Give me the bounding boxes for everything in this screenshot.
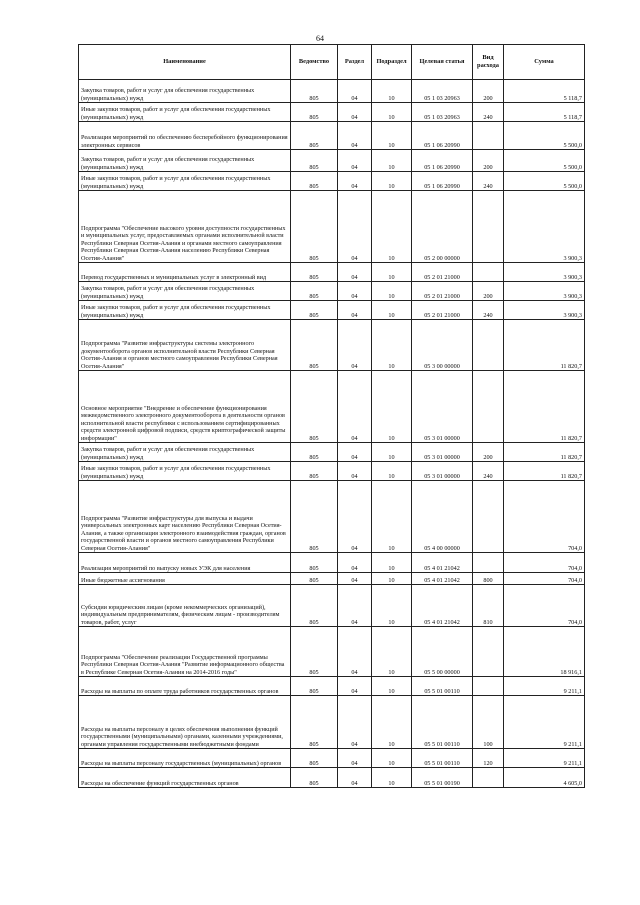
- col-header-vid: Вид расхода: [473, 45, 504, 80]
- row-summa: 3 900,3: [504, 301, 585, 320]
- budget-table: [78, 44, 585, 788]
- table-row: [79, 301, 585, 320]
- row-summa: 704,0: [504, 585, 585, 627]
- row-summa: 5 500,0: [504, 150, 585, 172]
- row-vid: [473, 677, 504, 696]
- row-name: Закупка товаров, работ и услуг для обеспечения государственных (муниципальных) нужд: [79, 282, 291, 301]
- row-summa: 9 211,1: [504, 677, 585, 696]
- row-razdel: 04: [338, 301, 372, 320]
- table-header-row: [79, 45, 585, 80]
- row-razdel: 04: [338, 585, 372, 627]
- col-header-podrazdel: Подраздел: [372, 45, 412, 80]
- row-razdel: 04: [338, 749, 372, 768]
- row-vid: 100: [473, 696, 504, 749]
- row-razdel: 04: [338, 371, 372, 443]
- row-vid: [473, 627, 504, 677]
- row-podrazdel: 10: [372, 553, 412, 573]
- row-name: Подпрограмма "Развитие инфраструктуры системы электронного документооборота органов исполнительной власти Республики Северная Осетия-Алания и органов местного самоуправления Республики Северная Осетия-Алания": [79, 320, 291, 371]
- row-razdel: 04: [338, 573, 372, 585]
- row-vid: 810: [473, 585, 504, 627]
- col-header-name: Наименование: [79, 45, 291, 80]
- row-podrazdel: 10: [372, 122, 412, 150]
- table-row: [79, 172, 585, 191]
- row-celevaya: 05 1 06 20990: [412, 150, 473, 172]
- table-row: [79, 696, 585, 749]
- row-celevaya: 05 5 01 00110: [412, 696, 473, 749]
- row-name: Субсидии юридическим лицам (кроме некоммерческих организаций), индивидуальным предпринимателям, физическим лицам - производителям товаров, работ, услуг: [79, 585, 291, 627]
- col-header-celevaya: Целевая статья: [412, 45, 473, 80]
- row-vedomstvo: 805: [291, 677, 338, 696]
- row-name: Подпрограмма "Развитие инфраструктуры для выпуска и выдачи универсальных электронных карт населению Республики Северная Осетия-Алания, а также организация электронного взаимодействия граждан, органов государственной власти и органов местного самоуправления Республики Северная Осетия-Алания": [79, 481, 291, 553]
- row-celevaya: 05 5 01 00190: [412, 768, 473, 788]
- row-podrazdel: 10: [372, 696, 412, 749]
- table-row: [79, 150, 585, 172]
- row-vedomstvo: 805: [291, 80, 338, 103]
- row-summa: 5 118,7: [504, 103, 585, 122]
- row-name: Иные бюджетные ассигнования: [79, 573, 291, 585]
- row-vid: 240: [473, 103, 504, 122]
- row-celevaya: 05 1 06 20990: [412, 122, 473, 150]
- table-row: [79, 320, 585, 371]
- row-vid: 200: [473, 282, 504, 301]
- table-row: [79, 481, 585, 553]
- row-vid: [473, 263, 504, 282]
- row-vedomstvo: 805: [291, 443, 338, 462]
- row-podrazdel: 10: [372, 263, 412, 282]
- table-row: [79, 677, 585, 696]
- row-razdel: 04: [338, 103, 372, 122]
- row-name: Основное мероприятие "Внедрение и обеспечение функционирования межведомственного электронного документооборота в деятельности органов исполнительной власти республики с использованием сертифицированных средств электронной цифровой подписи, средств криптографической защиты информации": [79, 371, 291, 443]
- row-name: Иные закупки товаров, работ и услуг для обеспечения государственных (муниципальных) нужд: [79, 301, 291, 320]
- row-vedomstvo: 805: [291, 301, 338, 320]
- row-summa: 3 900,3: [504, 263, 585, 282]
- row-vedomstvo: 805: [291, 191, 338, 263]
- table-row: [79, 282, 585, 301]
- row-vid: [473, 553, 504, 573]
- row-vedomstvo: 805: [291, 122, 338, 150]
- row-name: Перевод государственных и муниципальных услуг в электронный вид: [79, 263, 291, 282]
- row-vedomstvo: 805: [291, 585, 338, 627]
- row-vedomstvo: 805: [291, 263, 338, 282]
- row-razdel: 04: [338, 150, 372, 172]
- row-celevaya: 05 3 01 00000: [412, 462, 473, 481]
- row-podrazdel: 10: [372, 677, 412, 696]
- row-celevaya: 05 4 01 21042: [412, 573, 473, 585]
- row-name: Закупка товаров, работ и услуг для обеспечения государственных (муниципальных) нужд: [79, 443, 291, 462]
- row-vid: 240: [473, 462, 504, 481]
- row-celevaya: 05 2 01 21000: [412, 301, 473, 320]
- row-vid: 120: [473, 749, 504, 768]
- row-celevaya: 05 3 01 00000: [412, 443, 473, 462]
- row-podrazdel: 10: [372, 627, 412, 677]
- row-vedomstvo: 805: [291, 573, 338, 585]
- row-vid: [473, 768, 504, 788]
- row-podrazdel: 10: [372, 80, 412, 103]
- row-summa: 5 500,0: [504, 172, 585, 191]
- row-name: Подпрограмма "Обеспечение реализации Государственной программы Республики Северная Осетия-Алания "Развитие информационного общества в Республике Северная Осетия-Алания на 2014-2016 годы": [79, 627, 291, 677]
- row-vid: 240: [473, 301, 504, 320]
- row-podrazdel: 10: [372, 749, 412, 768]
- row-celevaya: 05 4 01 21042: [412, 553, 473, 573]
- row-podrazdel: 10: [372, 573, 412, 585]
- table-row: [79, 80, 585, 103]
- table-row: [79, 749, 585, 768]
- row-vedomstvo: 805: [291, 553, 338, 573]
- row-podrazdel: 10: [372, 150, 412, 172]
- row-razdel: 04: [338, 263, 372, 282]
- row-vedomstvo: 805: [291, 696, 338, 749]
- row-razdel: 04: [338, 677, 372, 696]
- row-celevaya: 05 2 00 00000: [412, 191, 473, 263]
- row-name: Расходы на выплаты персоналу государственных (муниципальных) органов: [79, 749, 291, 768]
- row-razdel: 04: [338, 462, 372, 481]
- table-row: [79, 371, 585, 443]
- row-celevaya: 05 3 00 00000: [412, 320, 473, 371]
- row-vedomstvo: 805: [291, 481, 338, 553]
- table-row: [79, 768, 585, 788]
- row-name: Подпрограмма "Обеспечение высокого уровня доступности государственных и муниципальных услуг, предоставляемых органами исполнительной власти Республики Северная Осетия-Алания и органами местного самоуправления Республики Северная Осетия-Алания населению Республики Северная Осетия-Алания": [79, 191, 291, 263]
- row-celevaya: 05 1 03 20963: [412, 80, 473, 103]
- row-podrazdel: 10: [372, 481, 412, 553]
- row-vedomstvo: 805: [291, 462, 338, 481]
- row-vedomstvo: 805: [291, 103, 338, 122]
- row-celevaya: 05 4 00 00000: [412, 481, 473, 553]
- row-vedomstvo: 805: [291, 371, 338, 443]
- row-celevaya: 05 2 01 21000: [412, 263, 473, 282]
- row-vid: 200: [473, 150, 504, 172]
- table-row: [79, 443, 585, 462]
- table-row: [79, 122, 585, 150]
- row-name: Закупка товаров, работ и услуг для обеспечения государственных (муниципальных) нужд: [79, 80, 291, 103]
- row-celevaya: 05 1 06 20990: [412, 172, 473, 191]
- table-row: [79, 585, 585, 627]
- row-podrazdel: 10: [372, 462, 412, 481]
- row-vid: 240: [473, 172, 504, 191]
- row-razdel: 04: [338, 122, 372, 150]
- table-row: [79, 573, 585, 585]
- row-celevaya: 05 3 01 00000: [412, 371, 473, 443]
- row-razdel: 04: [338, 443, 372, 462]
- row-summa: 5 500,0: [504, 122, 585, 150]
- row-name: Реализация мероприятий по выпуску новых УЭК для населения: [79, 553, 291, 573]
- row-celevaya: 05 5 00 00000: [412, 627, 473, 677]
- row-summa: 4 605,0: [504, 768, 585, 788]
- col-header-vedomstvo: Ведомство: [291, 45, 338, 80]
- row-razdel: 04: [338, 320, 372, 371]
- row-razdel: 04: [338, 696, 372, 749]
- row-vedomstvo: 805: [291, 172, 338, 191]
- row-celevaya: 05 1 03 20963: [412, 103, 473, 122]
- row-summa: 11 820,7: [504, 371, 585, 443]
- row-celevaya: 05 5 01 00110: [412, 677, 473, 696]
- row-summa: 9 211,1: [504, 696, 585, 749]
- table-row: [79, 462, 585, 481]
- col-header-summa: Сумма: [504, 45, 585, 80]
- row-razdel: 04: [338, 282, 372, 301]
- row-vedomstvo: 805: [291, 768, 338, 788]
- table-row: [79, 191, 585, 263]
- row-name: Реализация мероприятий по обеспечению бесперебойного функционирования электронных сервисов: [79, 122, 291, 150]
- row-podrazdel: 10: [372, 768, 412, 788]
- row-podrazdel: 10: [372, 585, 412, 627]
- row-summa: 704,0: [504, 553, 585, 573]
- row-name: Иные закупки товаров, работ и услуг для обеспечения государственных (муниципальных) нужд: [79, 103, 291, 122]
- row-name: Закупка товаров, работ и услуг для обеспечения государственных (муниципальных) нужд: [79, 150, 291, 172]
- row-vid: [473, 371, 504, 443]
- page-number: 64: [316, 34, 324, 43]
- row-podrazdel: 10: [372, 103, 412, 122]
- row-razdel: 04: [338, 80, 372, 103]
- row-name: Расходы на выплаты по оплате труда работников государственных органов: [79, 677, 291, 696]
- row-vedomstvo: 805: [291, 749, 338, 768]
- row-name: Расходы на выплаты персоналу в целях обеспечения выполнения функций государственными (муниципальными) органами, казенными учреждениями, органами управления государственными внебюджетными фондами: [79, 696, 291, 749]
- row-razdel: 04: [338, 191, 372, 263]
- row-vid: [473, 481, 504, 553]
- row-razdel: 04: [338, 481, 372, 553]
- row-podrazdel: 10: [372, 301, 412, 320]
- row-vedomstvo: 805: [291, 150, 338, 172]
- row-razdel: 04: [338, 768, 372, 788]
- row-podrazdel: 10: [372, 172, 412, 191]
- row-celevaya: 05 4 01 21042: [412, 585, 473, 627]
- row-celevaya: 05 2 01 21000: [412, 282, 473, 301]
- row-summa: 3 900,3: [504, 191, 585, 263]
- row-razdel: 04: [338, 553, 372, 573]
- row-name: Расходы на обеспечение функций государственных органов: [79, 768, 291, 788]
- row-vid: [473, 122, 504, 150]
- row-summa: 9 211,1: [504, 749, 585, 768]
- row-summa: 11 820,7: [504, 320, 585, 371]
- table-row: [79, 103, 585, 122]
- row-podrazdel: 10: [372, 191, 412, 263]
- table-row: [79, 553, 585, 573]
- row-podrazdel: 10: [372, 371, 412, 443]
- row-summa: 18 916,1: [504, 627, 585, 677]
- row-podrazdel: 10: [372, 282, 412, 301]
- row-summa: 704,0: [504, 481, 585, 553]
- col-header-razdel: Раздел: [338, 45, 372, 80]
- row-vedomstvo: 805: [291, 282, 338, 301]
- row-vedomstvo: 805: [291, 627, 338, 677]
- row-name: Иные закупки товаров, работ и услуг для обеспечения государственных (муниципальных) нужд: [79, 172, 291, 191]
- table-row: [79, 627, 585, 677]
- row-podrazdel: 10: [372, 443, 412, 462]
- row-name: Иные закупки товаров, работ и услуг для обеспечения государственных (муниципальных) нужд: [79, 462, 291, 481]
- row-summa: 3 900,3: [504, 282, 585, 301]
- row-vedomstvo: 805: [291, 320, 338, 371]
- row-summa: 5 118,7: [504, 80, 585, 103]
- row-summa: 11 820,7: [504, 462, 585, 481]
- row-razdel: 04: [338, 172, 372, 191]
- row-vid: 200: [473, 443, 504, 462]
- row-podrazdel: 10: [372, 320, 412, 371]
- row-celevaya: 05 5 01 00110: [412, 749, 473, 768]
- row-summa: 11 820,7: [504, 443, 585, 462]
- row-vid: [473, 320, 504, 371]
- row-summa: 704,0: [504, 573, 585, 585]
- row-vid: [473, 191, 504, 263]
- row-vid: 800: [473, 573, 504, 585]
- row-vid: 200: [473, 80, 504, 103]
- table-row: [79, 263, 585, 282]
- row-razdel: 04: [338, 627, 372, 677]
